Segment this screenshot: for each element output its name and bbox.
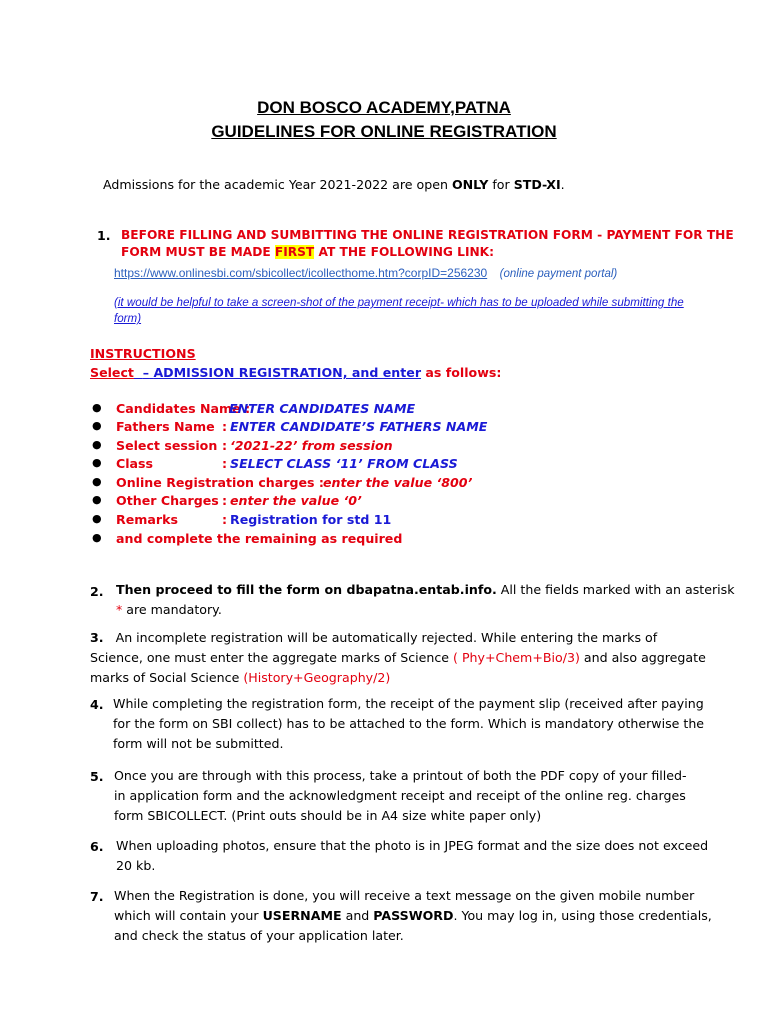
list-item: ● Class : SELECT CLASS ‘11’ FROM CLASS [92, 456, 458, 471]
step1-line2: FORM MUST BE MADE FIRST AT THE FOLLOWING LINK: [121, 245, 495, 259]
step-number: 5. [90, 769, 104, 784]
list-item: ● Online Registration charges : enter the value ‘800’ [92, 475, 473, 490]
payment-portal-link[interactable]: https://www.onlinesbi.com/sbicollect/icollecthome.htm?corpID=256230 [114, 266, 488, 280]
select-instruction: Select – ADMISSION REGISTRATION, and enter as follows: [90, 365, 502, 380]
list-item: ● Remarks : Registration for std 11 [92, 512, 392, 527]
step-number: 1. [97, 228, 111, 243]
list-item: ● Fathers Name : ENTER CANDIDATE’S FATHERS NAME [92, 419, 488, 434]
link-note: (online payment portal) [499, 268, 618, 280]
step-number: 6. [90, 839, 104, 854]
step7-paragraph: When the Registration is done, you will receive a text message on the given mobile number which will contain your USERNAME and PASSWORD. You may log in, using those credentials, and check the status of your application later. [114, 888, 712, 944]
instructions-heading: INSTRUCTIONS [90, 346, 196, 361]
step3-paragraph: 3. An incomplete registration will be automatically rejected. While entering the marks of Science, one must enter the aggregate marks of Science ( Phy+Chem+Bio/3) and also aggregate marks of Social Science (History+Geography/2) [90, 630, 706, 686]
step6-paragraph: When uploading photos, ensure that the photo is in JPEG format and the size does not exceed 20 kb. [116, 838, 709, 874]
step-number: 4. [90, 697, 104, 712]
list-item: ● and complete the remaining as required [92, 531, 403, 546]
step4-paragraph: While completing the registration form, the receipt of the payment slip (received after paying for the form on SBI collect) has to be attached to the form. Which is mandatory otherwise the form will not be submitted. [113, 696, 705, 752]
list-item: ● Other Charges : enter the value ‘0’ [92, 493, 362, 508]
step-number: 2. [90, 584, 104, 599]
list-item: ● Select session : ‘2021-22’ from session [92, 438, 393, 453]
step-number: 7. [90, 889, 104, 904]
school-title: DON BOSCO ACADEMY,PATNA [257, 98, 511, 117]
screenshot-note-line2: form) [114, 312, 142, 325]
step1-line1: BEFORE FILLING AND SUMBITTING THE ONLINE REGISTRATION FORM - PAYMENT FOR THE [121, 228, 734, 242]
list-item: ● Candidates Name : ENTER CANDIDATES NAME [92, 401, 416, 416]
step2-paragraph: Then proceed to fill the form on dbapatna.entab.info. All the fields marked with an asterisk * are mandatory. [116, 582, 735, 618]
step5-paragraph: Once you are through with this process, take a printout of both the PDF copy of your filled- in application form and the acknowledgment receipt and receipt of the online reg. charges form SBICOLLECT. (Print outs should be in A4 size white paper only) [114, 768, 687, 824]
page-subtitle: GUIDELINES FOR ONLINE REGISTRATION [211, 122, 557, 141]
payment-link-row [114, 264, 617, 282]
intro-text: Admissions for the academic Year 2021-2022 are open ONLY for STD-XI. [103, 177, 565, 192]
screenshot-note-line1: (it would be helpful to take a screen-shot of the payment receipt- which has to be uploaded while submitting the [114, 296, 684, 309]
